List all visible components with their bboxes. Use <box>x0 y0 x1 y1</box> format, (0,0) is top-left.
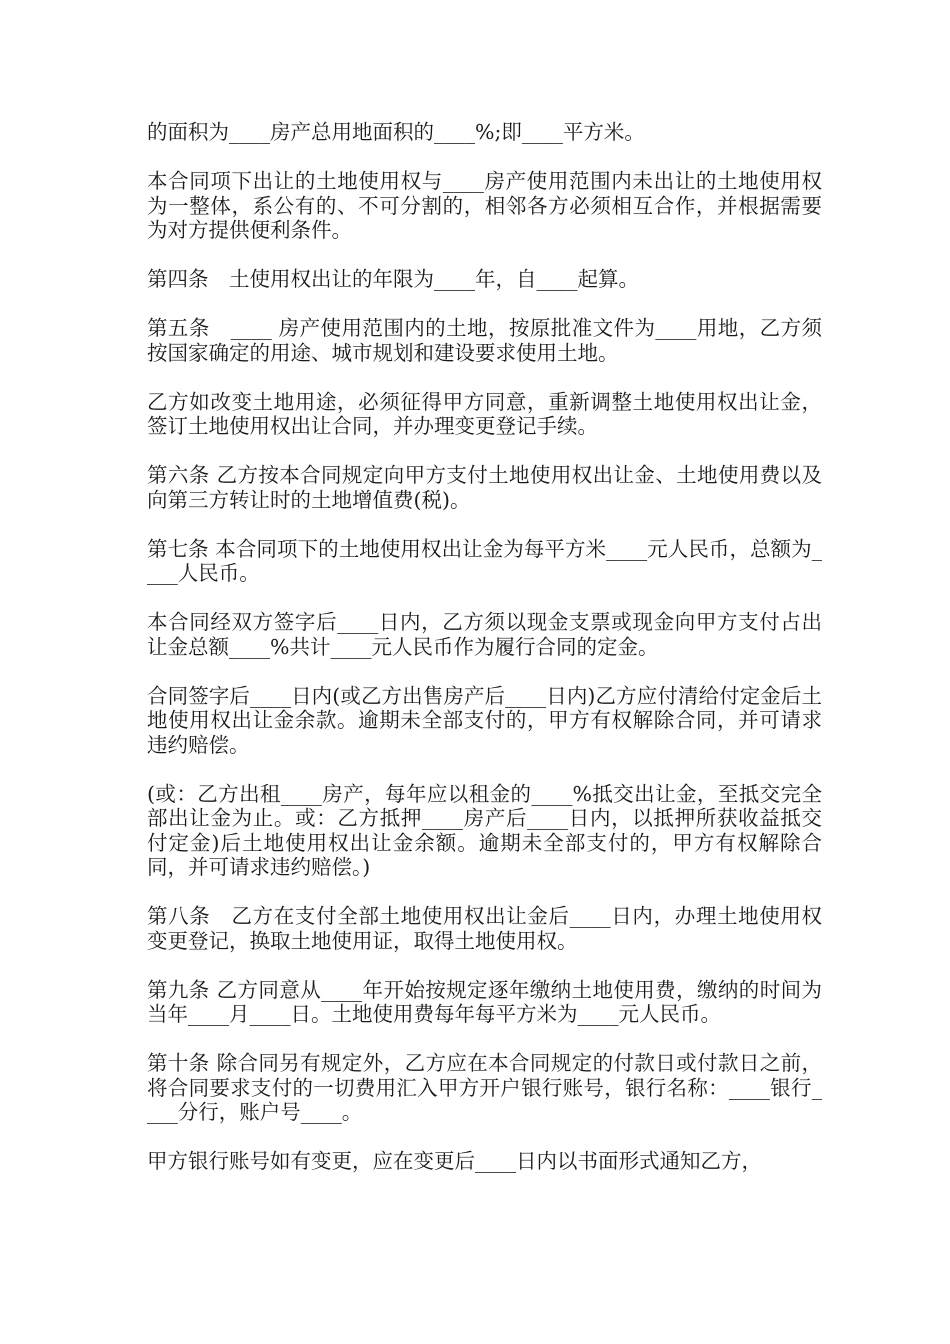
paragraph-alternative-payment: (或：乙方出租____房产，每年应以租金的____%抵交出让金，至抵交完全部出让金为止。或：乙方抵押____房产后____日内，以抵押所获收益抵交付定金)后土地使用权出让金余额。逾期未全部支付的，甲方有权解除合同，并可请求违约赔偿。) <box>147 781 822 879</box>
paragraph-article-5: 第五条 ____ 房产使用范围内的土地，按原批准文件为____用地，乙方须按国家确定的用途、城市规划和建设要求使用土地。 <box>147 316 822 365</box>
paragraph-article-10: 第十条 除合同另有规定外，乙方应在本合同规定的付款日或付款日之前，将合同要求支付的一切费用汇入甲方开户银行账号，银行名称：____银行____分行，账户号____。 <box>147 1051 822 1124</box>
paragraph-bank-change: 甲方银行账号如有变更，应在变更后____日内以书面形式通知乙方， <box>147 1149 762 1173</box>
paragraph-article-6: 第六条 乙方按本合同规定向甲方支付土地使用权出让金、土地使用费以及向第三方转让时的土地增值费(税)。 <box>147 463 822 512</box>
paragraph-land-use-change: 乙方如改变土地用途，必须征得甲方同意，重新调整土地使用权出让金，签订土地使用权出让合同，并办理变更登记手续。 <box>147 389 822 438</box>
paragraph-article-7: 第七条 本合同项下的土地使用权出让金为每平方米____元人民币，总额为____人民币。 <box>147 536 822 585</box>
paragraph-article-4: 第四条 土使用权出让的年限为____年，自____起算。 <box>147 267 639 291</box>
paragraph-article-8: 第八条 乙方在支付全部土地使用权出让金后____日内，办理土地使用权变更登记，换取土地使用证，取得土地使用权。 <box>147 904 822 953</box>
paragraph-deposit: 本合同经双方签字后____日内，乙方须以现金支票或现金向甲方支付占出让金总额____%共计____元人民币作为履行合同的定金。 <box>147 610 822 659</box>
paragraph-balance-payment: 合同签字后____日内(或乙方出售房产后____日内)乙方应付清给付定金后土地使用权出让金余款。逾期未全部支付的，甲方有权解除合同，并可请求违约赔偿。 <box>147 683 822 757</box>
paragraph-2: 本合同项下出让的土地使用权与____房产使用范围内未出让的土地使用权为一整体，系公有的、不可分割的，相邻各方必须相互合作，并根据需要为对方提供便利条件。 <box>147 169 822 242</box>
paragraph-article-9: 第九条 乙方同意从____年开始按规定逐年缴纳土地使用费，缴纳的时间为当年____月____日。土地使用费每年每平方米为____元人民币。 <box>147 977 822 1026</box>
paragraph-1: 的面积为____房产总用地面积的____%;即____平方米。 <box>147 120 645 144</box>
